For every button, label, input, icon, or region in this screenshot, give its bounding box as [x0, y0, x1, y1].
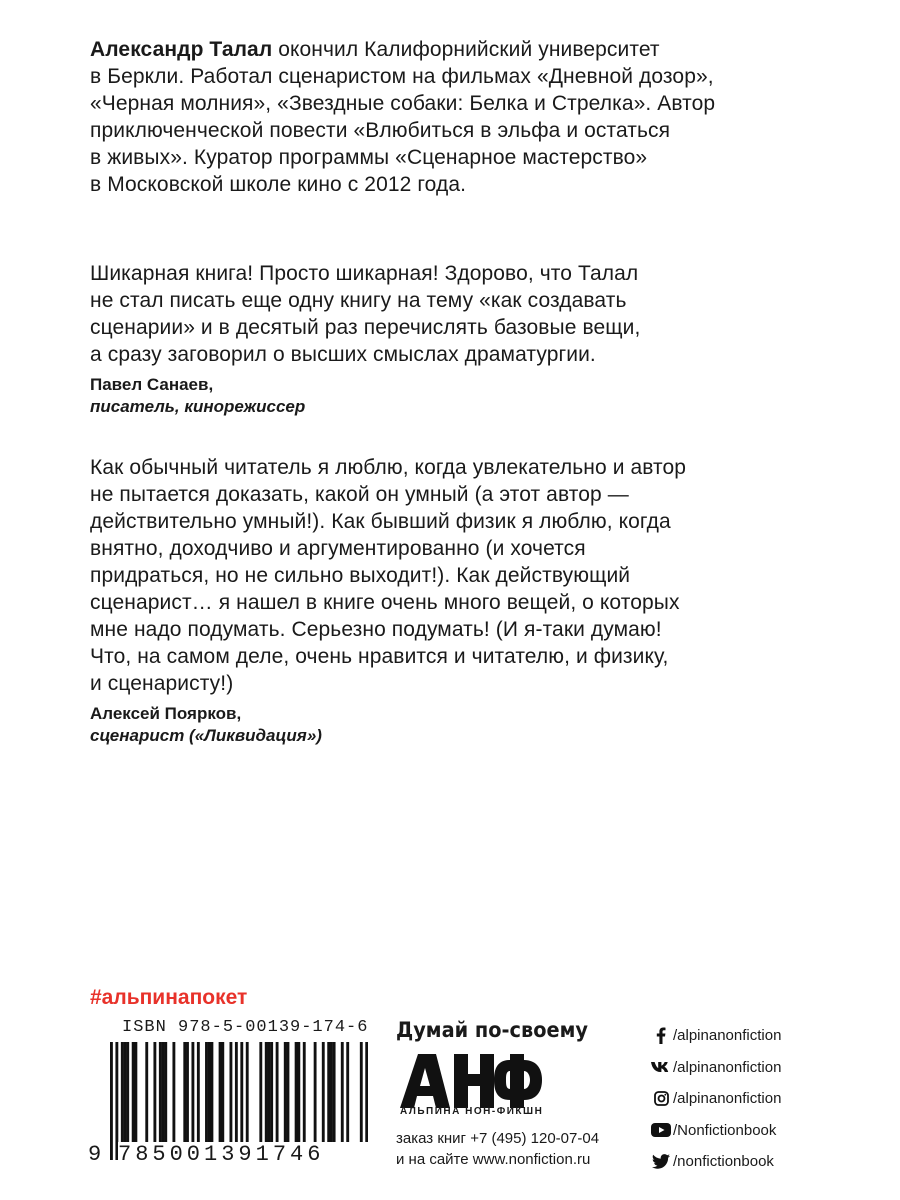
- barcode-bar: [229, 1042, 232, 1146]
- order-phone: заказ книг +7 (495) 120-07-04: [396, 1130, 600, 1147]
- social-youtube[interactable]: [650, 1115, 890, 1147]
- barcode-bar: [205, 1042, 208, 1146]
- barcode-bar: [297, 1042, 300, 1146]
- publisher-motto: Думай по-своему: [396, 1018, 588, 1042]
- barcode-bar: [126, 1042, 129, 1146]
- social-vk[interactable]: [650, 1052, 890, 1084]
- bio-line: «Черная молния», «Звездные собаки: Белка и Стрелка». Автор: [90, 92, 716, 115]
- reviewer-name: Павел Санаев,: [90, 375, 214, 394]
- review-line: мне надо подумать. Серьезно подумать! (И я-таки думаю!: [90, 618, 662, 641]
- publisher-name: АЛЬПИНА НОН-ФИКШН: [400, 1106, 544, 1117]
- barcode-bar: [333, 1042, 336, 1146]
- review-line: действительно умный!). Как бывший физик я люблю, когда: [90, 510, 671, 533]
- barcode-bar: [121, 1042, 124, 1146]
- order-info: [396, 1128, 599, 1170]
- review-line: Что, на самом деле, очень нравится и читателю, и физику,: [90, 645, 669, 668]
- review-line: сценарист… я нашел в книге очень много вещей, о которых: [90, 591, 680, 614]
- review-poyarkov: [90, 454, 790, 747]
- vk-icon: [650, 1058, 672, 1076]
- isbn-digits: 785001391746: [118, 1142, 370, 1170]
- review-line: сценарии» и в десятый раз перечислять базовые вещи,: [90, 316, 641, 339]
- series-hashtag: #альпинапокет: [90, 986, 248, 1009]
- barcode-bar: [265, 1042, 268, 1146]
- barcode-bar: [303, 1042, 306, 1146]
- barcode-bar: [159, 1042, 162, 1146]
- barcode-bar: [153, 1042, 156, 1146]
- barcode-bar: [183, 1042, 186, 1146]
- barcode-bar: [197, 1042, 200, 1146]
- barcode-bar: [221, 1042, 224, 1146]
- review-line: а сразу заговорил о высших смыслах драматургии.: [90, 343, 596, 366]
- social-handle: /alpinanonfiction: [673, 1027, 782, 1045]
- review-line: не стал писать еще одну книгу на тему «как создавать: [90, 289, 627, 312]
- barcode-bar: [110, 1042, 113, 1160]
- barcode-bar: [164, 1042, 167, 1146]
- barcode-bar: [124, 1042, 127, 1146]
- barcode-bar: [172, 1042, 175, 1146]
- social-twitter[interactable]: [650, 1146, 890, 1178]
- instagram-icon: [650, 1090, 672, 1108]
- barcode-bar: [295, 1042, 298, 1146]
- bio-line: приключенческой повести «Влюбиться в эльфа и остаться: [90, 119, 671, 142]
- barcode-bar: [330, 1042, 333, 1146]
- social-handle: /alpinanonfiction: [673, 1090, 782, 1108]
- isbn-label: ISBN 978-5-00139-174-6: [122, 1018, 369, 1037]
- bio-text: окончил Калифорнийский университет: [272, 38, 660, 61]
- barcode-bar: [270, 1042, 273, 1146]
- barcode-bar: [341, 1042, 344, 1146]
- review-line: Шикарная книга! Просто шикарная! Здорово, что Талал: [90, 262, 639, 285]
- reviewer-role: сценарист («Ликвидация»): [90, 726, 322, 745]
- social-instagram[interactable]: [650, 1083, 890, 1115]
- barcode-bar: [132, 1042, 135, 1146]
- review-line: и сценаристу!): [90, 672, 234, 695]
- barcode-bar: [322, 1042, 325, 1146]
- review-line: внятно, доходчиво и аргументированно (и хочется: [90, 537, 586, 560]
- barcode-bar: [346, 1042, 349, 1146]
- barcode-bar: [268, 1042, 271, 1146]
- bio-line: в Московской школе кино с 2012 года.: [90, 173, 467, 196]
- isbn-barcode: [88, 1018, 370, 1170]
- barcode-bar: [208, 1042, 211, 1146]
- social-links: [650, 1020, 890, 1178]
- review-attribution: [90, 703, 790, 747]
- order-website: и на сайте www.nonfiction.ru: [396, 1151, 591, 1168]
- publisher-logo: [398, 1052, 544, 1110]
- barcode-bar: [191, 1042, 194, 1146]
- author-bio: [90, 36, 790, 198]
- bio-line: в живых». Куратор программы «Сценарное мастерство»: [90, 146, 648, 169]
- social-handle: /Nonfictionbook: [673, 1121, 777, 1139]
- barcode-bar: [259, 1042, 262, 1146]
- barcode-bar: [284, 1042, 287, 1146]
- review-line: придраться, но не сильно выходит!). Как действующий: [90, 564, 631, 587]
- barcode-bar: [276, 1042, 279, 1146]
- barcode-bar: [327, 1042, 330, 1146]
- social-handle: /nonfictionbook: [673, 1153, 774, 1171]
- author-name: Александр Талал: [90, 38, 273, 61]
- facebook-icon: [650, 1027, 672, 1045]
- barcode-bar: [210, 1042, 213, 1146]
- barcode-bar: [287, 1042, 290, 1146]
- review-sanaev: [90, 260, 790, 418]
- review-line: не пытается доказать, какой он умный (а этот автор —: [90, 483, 629, 506]
- review-line: Как обычный читатель я люблю, когда увлекательно и автор: [90, 456, 687, 479]
- reviewer-role: писатель, кинорежиссер: [90, 397, 306, 416]
- barcode-bar: [134, 1042, 137, 1146]
- barcode-bar: [246, 1042, 249, 1146]
- youtube-icon: [650, 1121, 672, 1139]
- barcode-bar: [186, 1042, 189, 1146]
- barcode-bar: [219, 1042, 222, 1146]
- review-attribution: [90, 374, 790, 418]
- barcode-bar: [145, 1042, 148, 1146]
- barcode-bar: [314, 1042, 317, 1146]
- social-facebook[interactable]: [650, 1020, 890, 1052]
- twitter-icon: [650, 1153, 672, 1171]
- bio-line: в Беркли. Работал сценаристом на фильмах «Дневной дозор»,: [90, 65, 714, 88]
- social-handle: /alpinanonfiction: [673, 1058, 782, 1076]
- reviewer-name: Алексей Поярков,: [90, 704, 242, 723]
- barcode-bar: [162, 1042, 165, 1146]
- isbn-first-digit: 9: [88, 1142, 102, 1167]
